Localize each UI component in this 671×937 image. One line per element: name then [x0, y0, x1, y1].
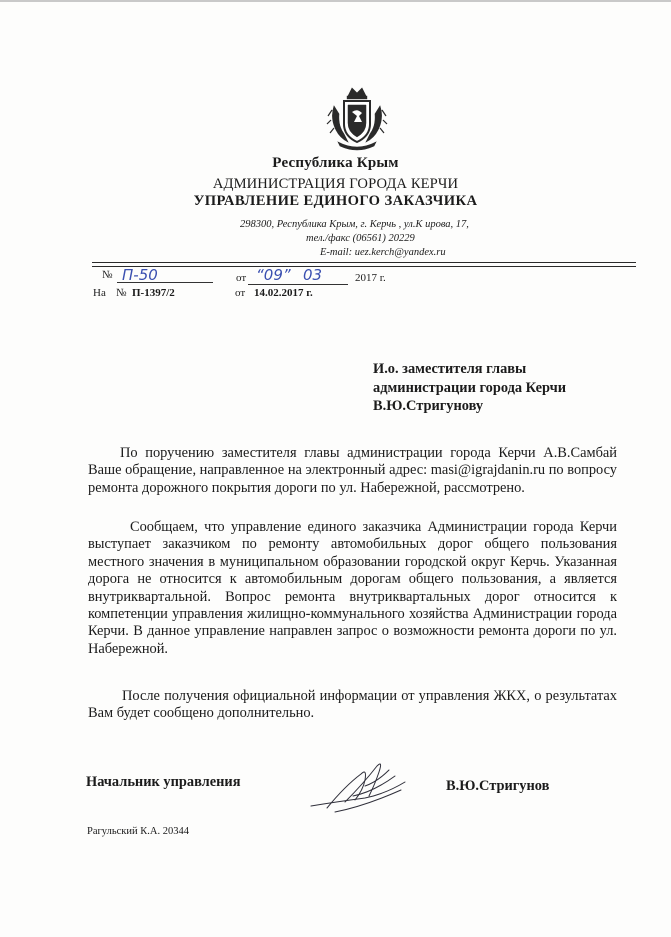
- addressee-position: И.о. заместителя главы: [373, 361, 527, 377]
- department-title: УПРАВЛЕНИЕ ЕДИНОГО ЗАКАЗЧИКА: [193, 193, 478, 209]
- reference-number-label: №: [116, 287, 127, 299]
- email-line: E-mail: uez.kerch@yandex.ru: [320, 247, 446, 258]
- phone-line: тел./факс (06561) 20229: [306, 233, 415, 244]
- republic-title: Республика Крым: [272, 155, 399, 171]
- header-divider: [92, 262, 636, 263]
- registration-number-label: №: [102, 269, 113, 281]
- addressee-name: В.Ю.Стригунову: [373, 398, 484, 414]
- reference-date-label: от: [235, 287, 246, 299]
- reference-label: На: [93, 287, 106, 299]
- signatory-title: Начальник управления: [86, 774, 241, 790]
- registration-number-handwritten: П-50: [122, 266, 158, 284]
- addressee-organization: администрации города Керчи: [373, 380, 567, 396]
- body-paragraph-2: Сообщаем, что управление единого заказчика Администрации города Керчи выступает заказчиком по ремонту автомобильных дорог общего пользования местного значения в муниципальном образовании городской округ Керчь. Указанная дорога не относится к автомобильным дорогам общего пользования, а является внутриквартальной. Вопрос ремонта внутриквартальных дорог относится к компетенции управления жилищно-коммунального хозяйства Администрации города Керчи. В данное управление направлен запрос о возможности ремонта дороги по ул. Набережной.: [88, 519, 617, 657]
- administration-title: АДМИНИСТРАЦИЯ ГОРОДА КЕРЧИ: [212, 176, 459, 192]
- handwritten-signature: [305, 756, 420, 816]
- reference-number: П-1397/2: [132, 287, 175, 299]
- body-paragraph-3: После получения официальной информации от управления ЖКХ, о результатах Вам будет сообщено дополнительно.: [88, 688, 617, 722]
- header-divider-thin: [92, 266, 636, 267]
- scan-edge: [0, 0, 671, 2]
- registration-year: 2017 г.: [355, 272, 386, 284]
- address-line: 298300, Республика Крым, г. Керчь , ул.К ирова, 17,: [240, 219, 469, 230]
- executor-info: Рагульский К.А. 20344: [87, 826, 189, 837]
- registration-date-label: от: [236, 272, 247, 284]
- signatory-name: В.Ю.Стригунов: [446, 778, 550, 794]
- registration-day-handwritten: “09”: [256, 266, 291, 284]
- kerch-coat-of-arms-icon: [326, 86, 388, 152]
- body-paragraph-1: По поручению заместителя главы администрации города Керчи А.В.Самбай Ваше обращение, направленное на электронный адрес: masi@igrajdanin.ru по вопросу ремонта дорожного покрытия дороги по ул. Набережной, рассмотрено.: [88, 445, 617, 496]
- registration-month-handwritten: 03: [303, 266, 323, 284]
- registration-date-underline: [248, 284, 348, 285]
- reference-date: 14.02.2017 г.: [254, 287, 313, 299]
